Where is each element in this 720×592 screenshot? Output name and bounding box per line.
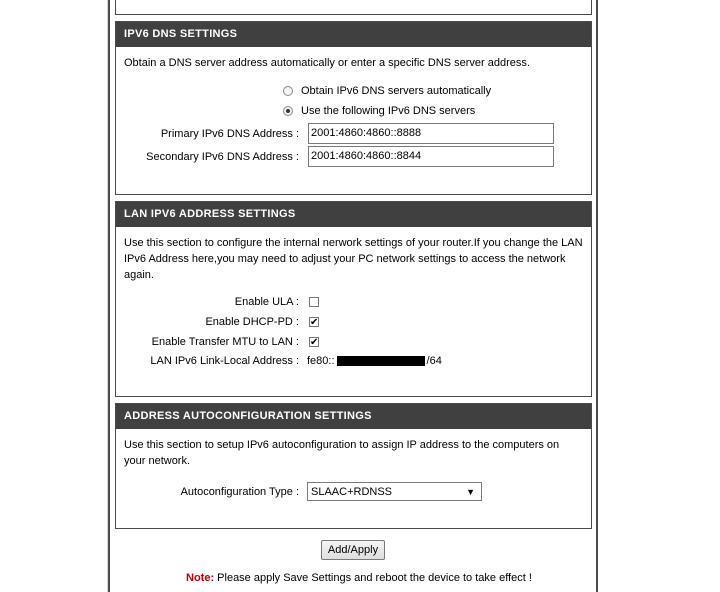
radio-button[interactable] bbox=[283, 86, 293, 96]
enable-ula-checkbox[interactable] bbox=[309, 297, 319, 307]
enable-mtu-row bbox=[116, 336, 319, 348]
dns-manual-option[interactable] bbox=[283, 105, 475, 117]
section-description: Use this section to configure the internal nerwork settings of your router.If you change the LAN IPv6 Address here,you may need to adjust your PC network settings to access the network again. bbox=[124, 237, 583, 281]
right-margin bbox=[598, 0, 720, 592]
dropdown-arrow-icon: ▼ bbox=[466, 486, 475, 497]
section-description: Use this section to setup IPv6 autoconfiguration to assign IP address to the computers on your network. bbox=[124, 439, 560, 467]
primary-dns-label: Primary IPv6 DNS Address : bbox=[160, 127, 299, 140]
enable-dhcp-pd-label: Enable DHCP-PD : bbox=[205, 316, 299, 328]
link-local-prefix: fe80:: bbox=[307, 355, 335, 367]
autoconfig-type-label: Autoconfiguration Type : bbox=[180, 485, 299, 498]
dns-auto-option[interactable] bbox=[283, 85, 491, 97]
left-margin bbox=[0, 0, 108, 592]
enable-mtu-checkbox[interactable]: ✔ bbox=[310, 337, 319, 348]
selected-value: SLAAC+RDNSS bbox=[311, 485, 393, 498]
lan-ipv6-section bbox=[115, 201, 592, 397]
autoconfig-section bbox=[115, 403, 592, 529]
link-local-row bbox=[116, 355, 442, 367]
note-label: Note: bbox=[186, 572, 215, 584]
autoconfig-type-select[interactable] bbox=[307, 482, 482, 501]
footer-note bbox=[186, 572, 532, 584]
section-title: ADDRESS AUTOCONFIGURATION SETTINGS bbox=[116, 404, 591, 429]
enable-mtu-label: Enable Transfer MTU to LAN : bbox=[151, 336, 299, 348]
link-local-suffix: /64 bbox=[426, 355, 442, 367]
note-text: Please apply Save Settings and reboot the device to take effect ! bbox=[214, 572, 532, 584]
enable-dhcp-pd-row bbox=[116, 316, 319, 328]
link-local-label: LAN IPv6 Link-Local Address : bbox=[150, 355, 299, 367]
primary-dns-input[interactable]: 2001:4860:4860::8888 bbox=[308, 123, 554, 144]
secondary-dns-label: Secondary IPv6 DNS Address : bbox=[146, 150, 299, 163]
settings-content bbox=[110, 0, 596, 592]
enable-ula-label: Enable ULA : bbox=[234, 296, 299, 308]
radio-button[interactable] bbox=[283, 106, 293, 116]
autoconfig-type-row bbox=[116, 482, 482, 501]
enable-dhcp-pd-checkbox[interactable]: ✔ bbox=[310, 317, 319, 328]
option-label: Use the following IPv6 DNS servers bbox=[301, 105, 476, 117]
redacted-block bbox=[337, 356, 425, 366]
secondary-dns-row bbox=[116, 146, 554, 167]
ipv6-dns-section bbox=[115, 21, 592, 195]
primary-dns-row bbox=[116, 123, 554, 144]
previous-section bbox=[115, 0, 592, 15]
add-apply-button[interactable]: Add/Apply bbox=[321, 540, 385, 560]
enable-ula-row bbox=[116, 296, 319, 308]
secondary-dns-input[interactable]: 2001:4860:4860::8844 bbox=[308, 146, 554, 167]
section-description: Obtain a DNS server address automatically or enter a specific DNS server address. bbox=[124, 57, 530, 69]
option-label: Obtain IPv6 DNS servers automatically bbox=[301, 85, 492, 97]
section-title: LAN IPV6 ADDRESS SETTINGS bbox=[116, 202, 591, 227]
section-title: IPV6 DNS SETTINGS bbox=[116, 22, 591, 47]
